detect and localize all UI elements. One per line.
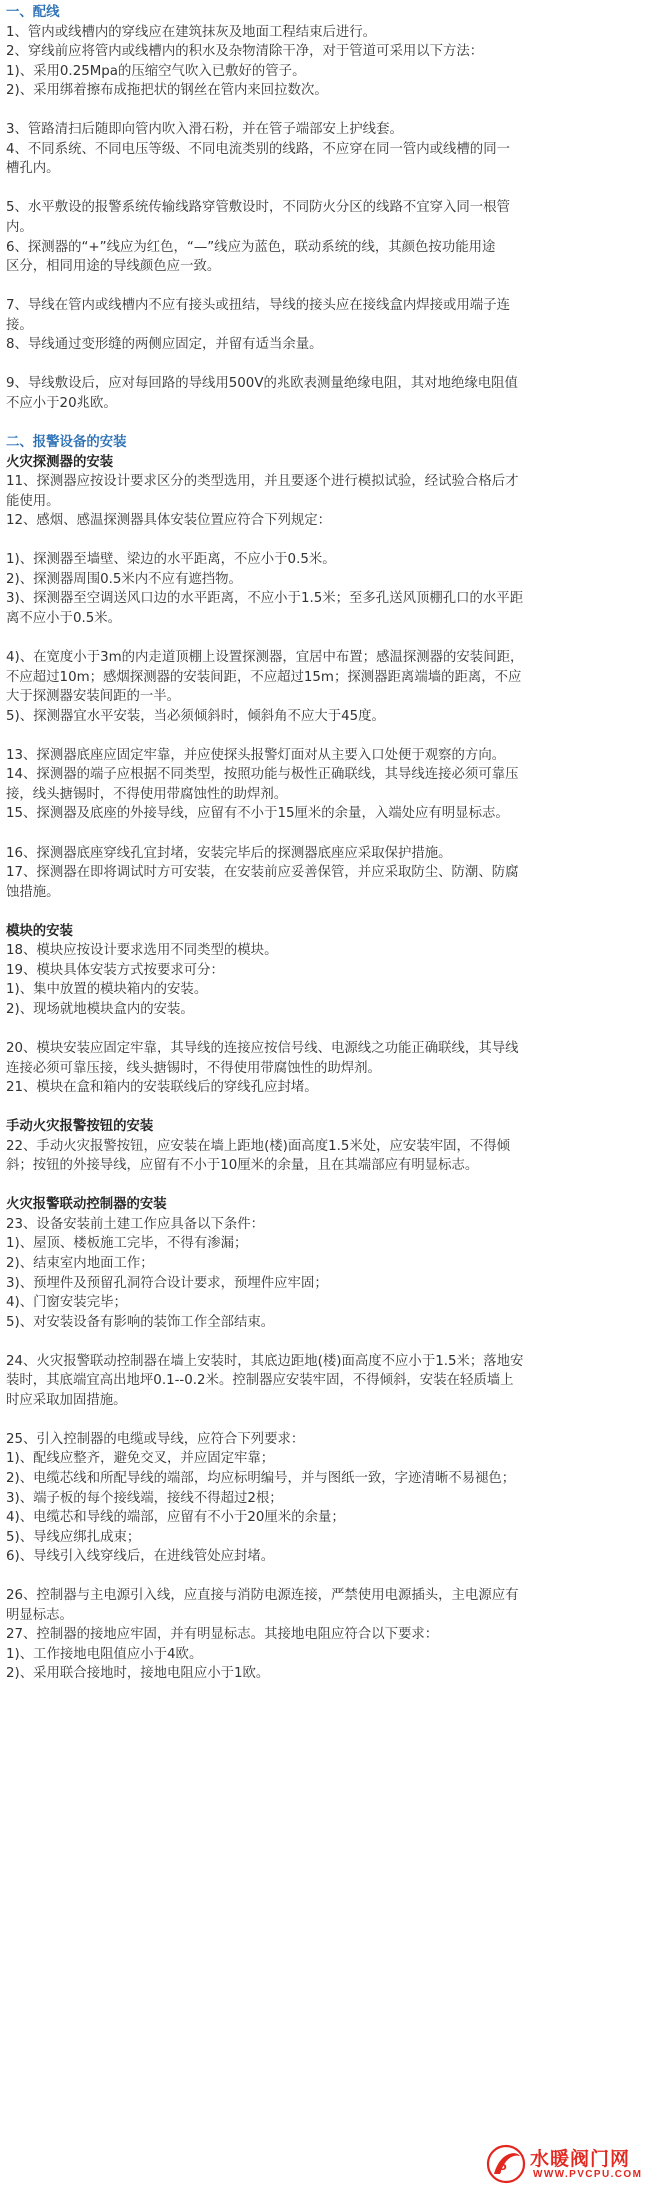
text-line: 5、水平敷设的报警系统传输线路穿管敷设时，不同防火分区的线路不宜穿入同一根管 [6,200,510,216]
paragraph-spacer [6,179,644,199]
text-line: 1)、工作接地电阻值应小于4欧。 [6,1646,203,1662]
text-line: 4)、门窗安装完毕； [6,1295,127,1311]
text-line: 接，线头搪锡时，不得使用带腐蚀性的助焊剂。 [6,786,288,802]
text-line: 12、感烟、感温探测器具体安装位置应符合下列规定： [6,513,332,529]
text-line: 14、探测器的端子应根据不同类型，按照功能与极性正确联线，其导线连接必须可靠压 [6,767,519,783]
paragraph-spacer [6,1332,644,1352]
paragraph-spacer [6,1098,644,1118]
text-line: 2)、采用绑着擦布成拖把状的钢丝在管内来回拉数次。 [6,83,328,99]
paragraph-spacer [6,902,644,922]
text-line: 1)、配线应整齐，避免交叉，并应固定牢靠； [6,1451,275,1467]
text-line: 不应超过10m；感烟探测器的安装间距，不应超过15m；探测器距离端墙的距离，不应 [6,669,522,685]
paragraph-spacer [6,531,644,551]
text-line: 3、管路清扫后随即向管内吹入滑石粉，并在管子端部安上护线套。 [6,122,403,138]
text-line: 4)、在宽度小于3m的内走道顶棚上设置探测器，宜居中布置；感温探测器的安装间距， [6,650,524,666]
text-line: 18、模块应按设计要求选用不同类型的模块。 [6,943,278,959]
text-line: 4)、电缆芯和导线的端部，应留有不小于20厘米的余量； [6,1510,345,1526]
paragraph-spacer [6,1567,644,1587]
text-line: 斜；按钮的外接导线，应留有不小于10厘米的余量，且在其端部应有明显标志。 [6,1158,479,1174]
text-line: 6、探测器的“+”线应为红色，“—”线应为蓝色，联动系统的线，其颜色按功能用途 [6,239,496,255]
text-line: 15、探测器及底座的外接导线，应留有不小于15厘米的余量，入端处应有明显标志。 [6,806,509,822]
text-line: 2)、探测器周围0.5米内不应有遮挡物。 [6,571,242,587]
text-line: 5)、导线应绑扎成束； [6,1529,141,1545]
text-line: 11、探测器应按设计要求区分的类型选用，并且要逐个进行模拟试验，经试验合格后才 [6,474,519,490]
text-line: 2)、结束室内地面工作； [6,1256,154,1271]
paragraph-spacer [6,824,644,844]
text-line: 不应小于20兆欧。 [6,395,117,411]
text-line: 3)、预埋件及预留孔洞符合设计要求，预埋件应牢固； [6,1275,328,1291]
watermark-site-name: 水暖阀门网 [530,2148,631,2170]
text-line: 7、导线在管内或线槽内不应有接头或扭结，导线的接头应在接线盒内焊接或用端子连 [6,298,510,314]
text-line: 5)、对安装设备有影响的装饰工作全部结束。 [6,1314,275,1330]
text-line: 3)、端子板的每个接线端，接线不得超过2根； [6,1490,283,1506]
text-line: 1)、采用0.25Mpa的压缩空气吹入已敷好的管子。 [6,63,306,79]
text-line: 1、管内或线槽内的穿线应在建筑抹灰及地面工程结束后进行。 [6,24,377,40]
text-line: 27、控制器的接地应牢固，并有明显标志。其接地电阻应符合以下要求： [6,1627,439,1643]
section-heading: 一、配线 [6,5,60,20]
subsection-heading: 火灾探测器的安装 [6,454,114,470]
text-line: 内。 [6,220,33,236]
text-line: 接。 [6,317,33,333]
svg-text:P: P [498,2161,507,2176]
paragraph-spacer [6,1410,644,1430]
text-line: 24、火灾报警联动控制器在墙上安装时，其底边距地(楼)面高度不应小于1.5米；落地安 [6,1353,524,1369]
paragraph-spacer [6,629,644,649]
text-line: 大于探测器安装间距的一半。 [6,689,181,705]
text-line: 能使用。 [6,493,60,509]
text-line: 2)、电缆芯线和所配导线的端部，均应标明编号，并与图纸一致，字迹清晰不易褪色； [6,1471,516,1487]
text-line: 23、设备安装前土建工作应具备以下条件： [6,1216,265,1232]
watermark-site-url: WWW.PVCPU.COM [533,2169,643,2180]
text-line: 明显标志。 [6,1607,73,1623]
paragraph-spacer [6,1019,644,1039]
text-line: 20、模块安装应固定牢靠，其导线的连接应按信号线、电源线之功能正确联线，其导线 [6,1040,519,1056]
text-line: 3)、探测器至空调送风口边的水平距离，不应小于1.5米；至多孔送风顶棚孔口的水平距 [6,591,524,607]
text-line: 装时，其底端宜高出地坪0.1--0.2米。控制器应安装牢固，不得倾斜，安装在轻质墙上 [6,1373,514,1389]
text-line: 连接必须可靠压接，线头搪锡时，不得使用带腐蚀性的助焊剂。 [6,1060,381,1076]
site-watermark [486,2142,644,2186]
text-line: 6)、导线引入线穿线后，在进线管处应封堵。 [6,1549,275,1565]
text-line: 槽孔内。 [6,161,60,177]
text-line: 22、手动火灾报警按钮，应安装在墙上距地(楼)面高度1.5米处，应安装牢固，不得倾 [6,1138,511,1154]
text-line: 蚀措施。 [6,884,60,900]
paragraph-spacer [6,413,644,433]
text-line: 时应采取加固措施。 [6,1392,127,1408]
subsection-heading: 手动火灾报警按钮的安装 [6,1119,154,1135]
paragraph-spacer [6,277,644,297]
text-line: 16、探测器底座穿线孔宜封堵，安装完毕后的探测器底座应采取保护措施。 [6,845,452,861]
paragraph-spacer [6,1176,644,1196]
text-line: 8、导线通过变形缝的两侧应固定，并留有适当余量。 [6,337,323,353]
text-line: 19、模块具体安装方式按要求可分： [6,962,224,978]
text-line: 1)、屋顶、楼板施工完毕，不得有渗漏； [6,1236,248,1252]
paragraph-spacer [6,101,644,121]
text-line: 13、探测器底座应固定牢靠，并应使探头报警灯面对从主要入口处便于观察的方向。 [6,747,506,763]
text-line: 4、不同系统、不同电压等级、不同电流类别的线路，不应穿在同一管内或线槽的同一 [6,141,510,157]
section-heading: 二、报警设备的安装 [6,435,127,451]
paragraph-spacer [6,726,644,746]
text-line: 1)、集中放置的模块箱内的安装。 [6,982,208,998]
paragraph-spacer [6,355,644,375]
text-line: 5)、探测器宜水平安装，当必须倾斜时，倾斜角不应大于45度。 [6,708,385,724]
text-line: 21、模块在盒和箱内的安装联线后的穿线孔应封堵。 [6,1080,318,1096]
pv-logo-icon [486,2144,526,2184]
text-line: 9、导线敷设后，应对每回路的导线用500V的兆欧表测量绝缘电阻，其对地绝缘电阻值 [6,376,518,392]
text-line: 17、探测器在即将调试时方可安装，在安装前应妥善保管，并应采取防尘、防潮、防腐 [6,865,519,881]
subsection-heading: 模块的安装 [6,923,73,939]
text-line: 2、穿线前应将管内或线槽内的积水及杂物清除干净，对于管道可采用以下方法： [6,44,484,60]
text-line: 2)、现场就地模块盒内的安装。 [6,1001,194,1017]
text-line: 1)、探测器至墙壁、梁边的水平距离，不应小于0.5米。 [6,552,336,568]
text-line: 区分，相同用途的导线颜色应一致。 [6,259,221,275]
subsection-heading: 火灾报警联动控制器的安装 [6,1197,167,1213]
text-line: 离不应小于0.5米。 [6,610,122,626]
text-line: 2)、采用联合接地时，接地电阻应小于1欧。 [6,1666,270,1682]
text-line: 25、引入控制器的电缆或导线，应符合下列要求： [6,1431,305,1447]
text-line: 26、控制器与主电源引入线，应直接与消防电源连接，严禁使用电源插头，主电源应有 [6,1588,519,1604]
